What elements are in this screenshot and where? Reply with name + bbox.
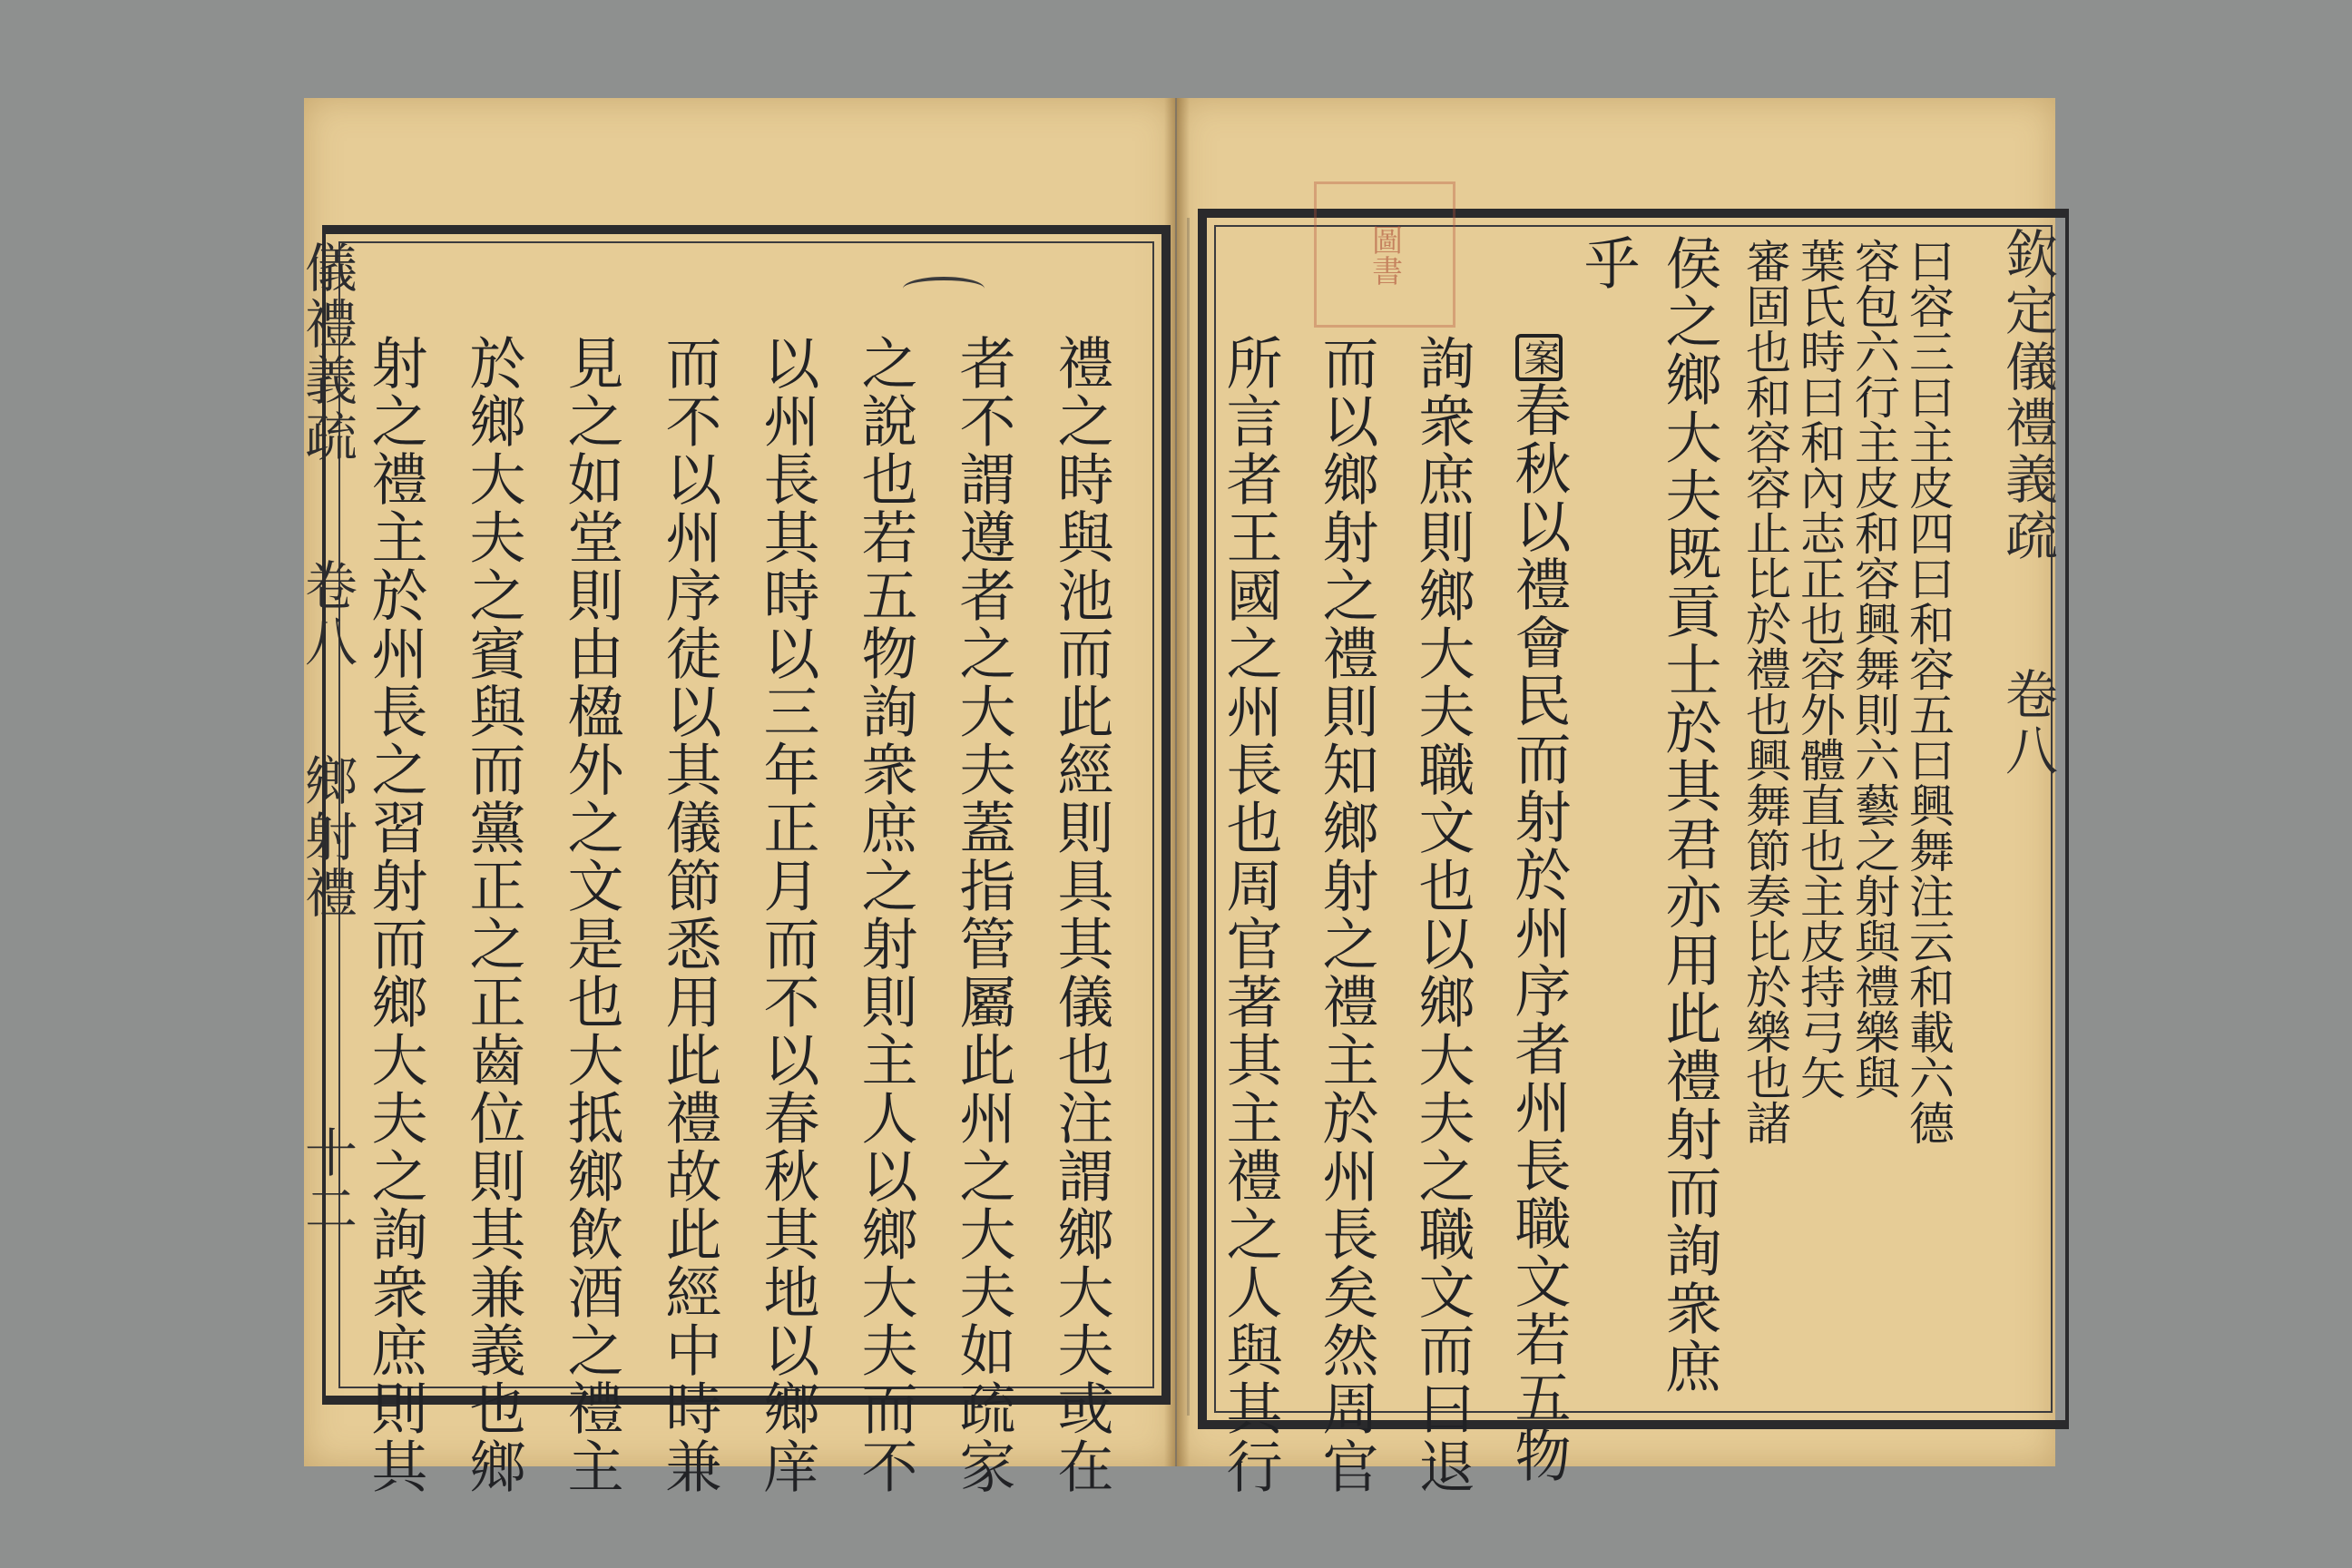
left-col-5: 而不以州序徒以其儀節悉用此禮故此經中時兼 [656, 334, 722, 1495]
left-col-2: 者不謂遵者之大夫蓋指管屬此州之大夫如疏家 [950, 334, 1016, 1495]
left-col-3: 之說也若五物詢衆庶之射則主人以鄉大夫而不 [852, 334, 918, 1495]
right-col-5: 而以鄉射之禮則知鄉射之禮主於州長矣然周官 [1313, 334, 1379, 1495]
left-col-1: 禮之時與池而此經則具其儀也注謂鄉大夫或在 [1048, 334, 1114, 1495]
annotation-mark-wrap [1515, 334, 1563, 381]
right-margin-title: 欽定儀禮義疏 [1996, 227, 2058, 564]
center-divider [1187, 218, 1190, 1416]
right-margin-chapter: 卷八 [1996, 667, 2058, 779]
left-margin-title: 儀禮義疏 [296, 240, 358, 466]
annotation-mark: 案 [1515, 334, 1563, 381]
fishtail-ornament [903, 277, 985, 300]
left-col-6: 見之如堂則由楹外之文是也大抵鄉飲酒之禮主 [558, 334, 624, 1495]
left-col-8: 射之禮主於州長之習射而鄉大夫之詢衆庶則其 [362, 334, 428, 1495]
right-small-col-2: 容包六行主皮和容興舞則六藝之射與禮樂與 [1847, 238, 1900, 1100]
right-col-3: 春秋以禮會民而射於州序者州長職文若五物 [1505, 381, 1572, 1485]
seal-text: 圖書 [1366, 223, 1403, 286]
left-margin-chapter: 卷八 [296, 558, 358, 671]
right-col-6: 所言者王國之州長也周官著其主禮之人與其行 [1217, 334, 1283, 1495]
right-small-col-4: 審固也和容容止比於禮也興舞節奏比於樂也諸 [1739, 238, 1791, 1145]
left-col-4: 以州長其時以三年正月而不以春秋其地以鄉庠 [754, 334, 820, 1495]
left-margin-section: 鄉射禮 [296, 753, 358, 922]
left-col-7: 於鄉大夫之賓與而黨正之正齒位則其兼義也鄉 [460, 334, 526, 1495]
left-folio: 十二 [296, 1125, 358, 1238]
right-small-col-3: 葉氏時曰和內志正也容外體直也主皮持弓矢 [1793, 238, 1846, 1100]
right-small-col-1: 曰容三曰主皮四曰和容五曰興舞注云和載六德 [1902, 238, 1955, 1145]
collector-seal [1314, 181, 1455, 328]
left-page-border [322, 225, 1171, 1405]
right-col-4: 詢衆庶則鄉大夫職文也以鄉大夫之職文而曰退 [1409, 334, 1475, 1495]
right-col-2: 乎 [1574, 234, 1641, 292]
right-col-1: 侯之鄉大夫既貢士於其君亦用此禮射而詢衆庶 [1656, 234, 1722, 1396]
